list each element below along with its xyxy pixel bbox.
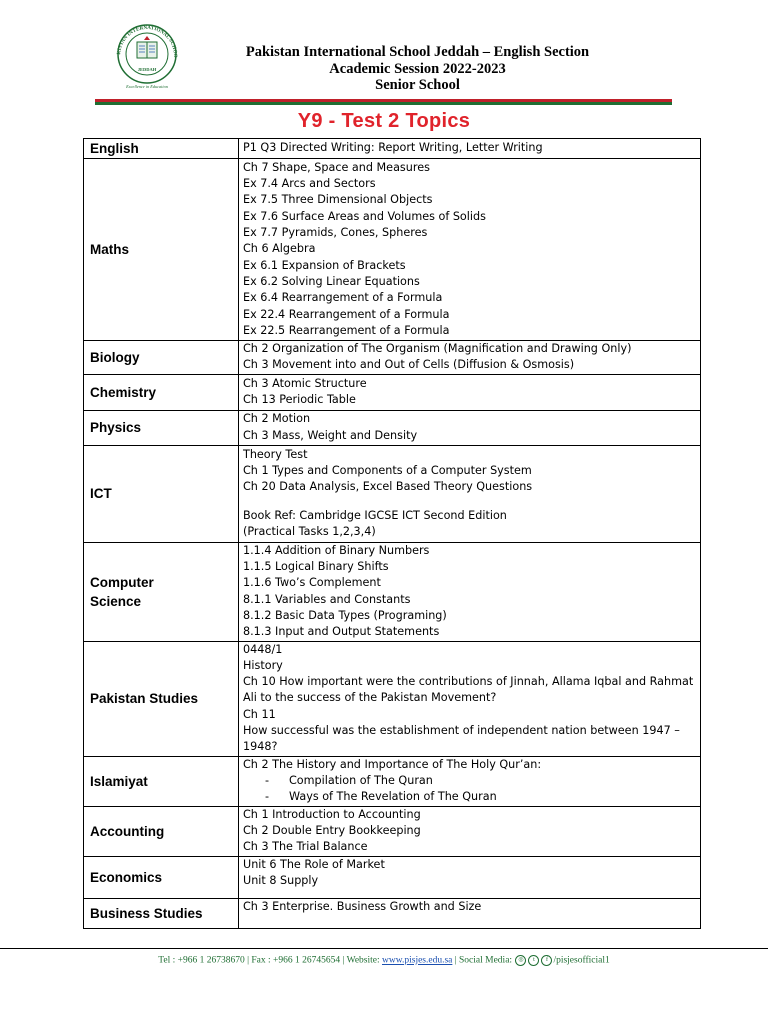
instagram-icon[interactable]: ◎ [515,955,526,966]
dash-bullet-icon: - [265,790,270,804]
topic-line: Unit 8 Supply [243,873,319,887]
table-row [84,445,701,542]
table-row [84,374,701,410]
table-row [84,341,701,375]
topic-line: Ch 2 Double Entry Bookkeeping [243,824,421,838]
topics-islamiyat [239,756,701,806]
topic-line: Ch 2 Motion [243,412,311,426]
table-row [84,159,701,341]
topics-economics [239,856,701,898]
footer-divider [0,948,768,949]
topics-physics [239,410,701,445]
school-division: Senior School [375,77,460,93]
topic-line: How successful was the establishment of independent nation between 1947 – 1948? [243,724,680,754]
subject-english: English [84,139,239,159]
subject-name-line: Computer [90,574,154,590]
topic-line: Ch 7 Shape, Space and Measures [243,160,430,174]
table-row [84,410,701,445]
topic-line: P1 Q3 Directed Writing: Report Writing, Letter Writing [243,141,543,155]
topic-line: Ch 1 Types and Components of a Computer System [243,464,532,478]
topic-line: Ch 3 Movement into and Out of Cells (Diffusion & Osmosis) [243,358,575,372]
topic-line: Theory Test [243,447,308,461]
bullet-item [243,789,700,805]
topic-line: Ch 11 [243,707,276,721]
school-logo [106,22,188,90]
topic-line: Ch 3 Atomic Structure [243,376,367,390]
topic-line: Book Ref: Cambridge IGCSE ICT Second Edition [243,508,507,522]
bullet-text: Compilation of The Quran [289,774,433,788]
table-row [84,898,701,928]
subject-pakistan-studies: Pakistan Studies [84,641,239,756]
topics-biology [239,341,701,375]
footer-contact: Tel : +966 1 26738670 | Fax : +966 1 26745654 | Website: [158,955,383,966]
bullet-item [243,773,700,789]
twitter-icon[interactable]: t [528,955,539,966]
footer-social-label: | Social Media: [452,955,515,966]
subject-biology: Biology [84,341,239,375]
topics-table [83,138,701,929]
table-row [84,806,701,856]
topics-pakistan-studies [239,641,701,756]
topic-line: Ex 22.5 Rearrangement of a Formula [243,323,450,337]
subject-maths: Maths [84,159,239,341]
table-row [84,542,701,641]
dash-bullet-icon: - [265,774,270,788]
topic-line: 0448/1 [243,642,283,656]
bullet-text: Ways of The Revelation of The Quran [289,790,497,804]
subject-chemistry: Chemistry [84,374,239,410]
topic-line: Ch 13 Periodic Table [243,393,356,407]
subject-ict: ICT [84,445,239,542]
topics-ict [239,445,701,542]
subject-computer-science [84,542,239,641]
topic-line: (Practical Tasks 1,2,3,4) [243,525,376,539]
book-crest-icon [137,36,157,58]
topics-accounting [239,806,701,856]
logo-motto: Excellence in Education [126,84,168,89]
school-header [200,44,635,94]
subject-business-studies: Business Studies [84,898,239,928]
topic-line: Ex 6.1 Expansion of Brackets [243,258,406,272]
subject-economics: Economics [84,856,239,898]
topic-line: Ex 7.6 Surface Areas and Volumes of Solids [243,209,486,223]
topics-maths [239,159,701,341]
subject-physics: Physics [84,410,239,445]
topic-line: Ch 20 Data Analysis, Excel Based Theory Questions [243,480,533,494]
logo-top-text: KISTAN INTERNATIONAL SCHOO [115,24,179,58]
topic-line: Ex 6.4 Rearrangement of a Formula [243,291,443,305]
topic-line: Ex 7.5 Three Dimensional Objects [243,193,433,207]
topic-line: Ex 7.7 Pyramids, Cones, Spheres [243,226,428,240]
footer [0,955,768,966]
topic-line: 8.1.2 Basic Data Types (Programing) [243,608,447,622]
facebook-icon[interactable]: f [541,955,552,966]
table-row [84,641,701,756]
table-row [84,139,701,159]
table-row [84,756,701,806]
table-row [84,856,701,898]
spacer [243,496,700,508]
school-name: Pakistan International School Jeddah – English Section [245,44,590,60]
logo-bottom-text: JEDDAH [137,67,157,72]
topic-line: Ch 6 Algebra [243,242,316,256]
social-handle: /pisjesofficial1 [553,955,610,966]
academic-session: Academic Session 2022-2023 [329,60,506,77]
topic-line: Ex 6.2 Solving Linear Equations [243,274,420,288]
header-divider-green [95,102,672,105]
topic-line: Unit 6 The Role of Market [243,857,385,871]
topic-line: 1.1.4 Addition of Binary Numbers [243,543,430,557]
topics-business-studies [239,898,701,928]
topic-line: 1.1.5 Logical Binary Shifts [243,560,389,573]
topic-line: Ch 2 Organization of The Organism (Magnification and Drawing Only) [243,342,632,355]
topic-line: Ch 3 Mass, Weight and Density [243,428,418,442]
topic-line: Ch 3 The Trial Balance [243,840,368,854]
topics-computer-science [239,542,701,641]
topics-chemistry [239,374,701,410]
subject-name-line: Science [90,593,142,609]
topic-line: Ch 10 How important were the contributions of Jinnah, Allama Iqbal and Rahmat Ali to the success of the Pakistan Movement? [243,675,694,705]
topic-line: Ch 3 Enterprise. Business Growth and Size [243,899,482,913]
website-link[interactable]: www.pisjes.edu.sa [382,955,453,966]
topic-line: Ch 2 The History and Importance of The Holy Qur’an: [243,757,542,771]
page-title: Y9 - Test 2 Topics [297,110,471,132]
topic-line: Ex 22.4 Rearrangement of a Formula [243,307,450,321]
subject-islamiyat: Islamiyat [84,756,239,806]
topic-line: Ch 1 Introduction to Accounting [243,807,421,821]
subject-accounting: Accounting [84,806,239,856]
topic-line: History [243,658,283,672]
topics-english [239,139,701,159]
topic-line: 8.1.3 Input and Output Statements [243,625,440,639]
topic-line: 8.1.1 Variables and Constants [243,592,411,606]
topic-line: Ex 7.4 Arcs and Sectors [243,177,376,191]
topic-line: 1.1.6 Two’s Complement [243,576,381,590]
